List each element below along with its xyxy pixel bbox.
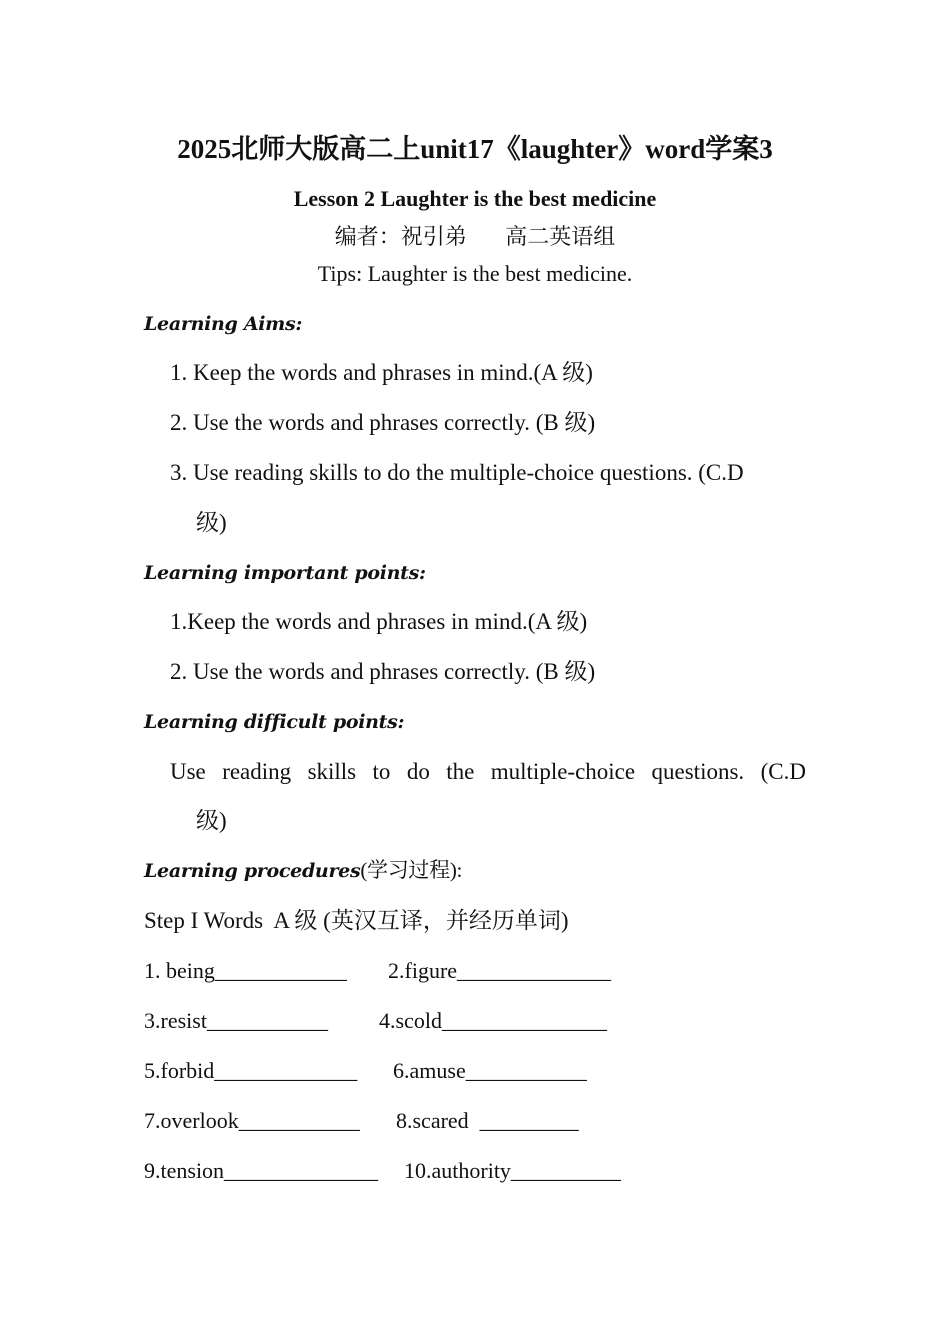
important-item-1: 1.Keep the words and phrases in mind.(A 级) <box>170 609 588 634</box>
important-points-heading: Learning important points: <box>144 562 426 584</box>
author-line: 编者：祝引弟 高二英语组 <box>334 224 616 249</box>
word-blank-1: 1. being____________ <box>144 958 347 983</box>
word-blank-5: 5.forbid_____________ <box>144 1058 358 1083</box>
word-blank-4: 4.scold_______________ <box>379 1008 607 1033</box>
procedures-heading-text: Learning procedures <box>144 860 361 882</box>
difficult-point-continued: 级) <box>196 808 227 833</box>
difficult-points-heading: Learning difficult points: <box>144 711 405 733</box>
difficult-word: (C.D <box>760 759 806 784</box>
difficult-word: skills <box>307 759 357 784</box>
important-item-2: 2. Use the words and phrases correctly. (B 级) <box>170 659 596 684</box>
word-blank-8: 8.scared _________ <box>396 1108 579 1133</box>
aims-item-3-continued: 级) <box>196 510 227 535</box>
aims-item-2: 2. Use the words and phrases correctly. (B 级) <box>170 410 596 435</box>
difficult-word: questions. <box>651 759 745 784</box>
word-blank-10: 10.authority__________ <box>404 1158 621 1183</box>
difficult-word: to <box>372 759 391 784</box>
lesson-subtitle: Lesson 2 Laughter is the best medicine <box>293 186 657 211</box>
procedures-heading <box>144 856 462 885</box>
step-one-heading: Step I Words A 级 (英汉互译，并经历单词) <box>144 908 569 933</box>
aims-item-1: 1. Keep the words and phrases in mind.(A 级) <box>170 360 593 385</box>
document-title: 2025北师大版高二上unit17《laughter》word学案3 <box>177 134 773 164</box>
procedures-heading-suffix: (学习过程): <box>360 858 463 882</box>
word-blank-6: 6.amuse___________ <box>393 1058 587 1083</box>
difficult-word: multiple-choice <box>490 759 636 784</box>
word-blank-2: 2.figure______________ <box>388 958 612 983</box>
word-blank-3: 3.resist___________ <box>144 1008 328 1033</box>
difficult-word: Use <box>170 759 206 784</box>
word-blank-7: 7.overlook___________ <box>144 1108 360 1133</box>
difficult-word: the <box>446 759 475 784</box>
tips-line: Tips: Laughter is the best medicine. <box>317 261 633 286</box>
learning-aims-heading: Learning Aims: <box>144 313 303 335</box>
difficult-word: reading <box>222 759 292 784</box>
difficult-point-line <box>170 757 806 787</box>
aims-item-3: 3. Use reading skills to do the multiple-choice questions. (C.D <box>170 460 744 485</box>
word-blank-9: 9.tension______________ <box>144 1158 379 1183</box>
difficult-word: do <box>406 759 430 784</box>
